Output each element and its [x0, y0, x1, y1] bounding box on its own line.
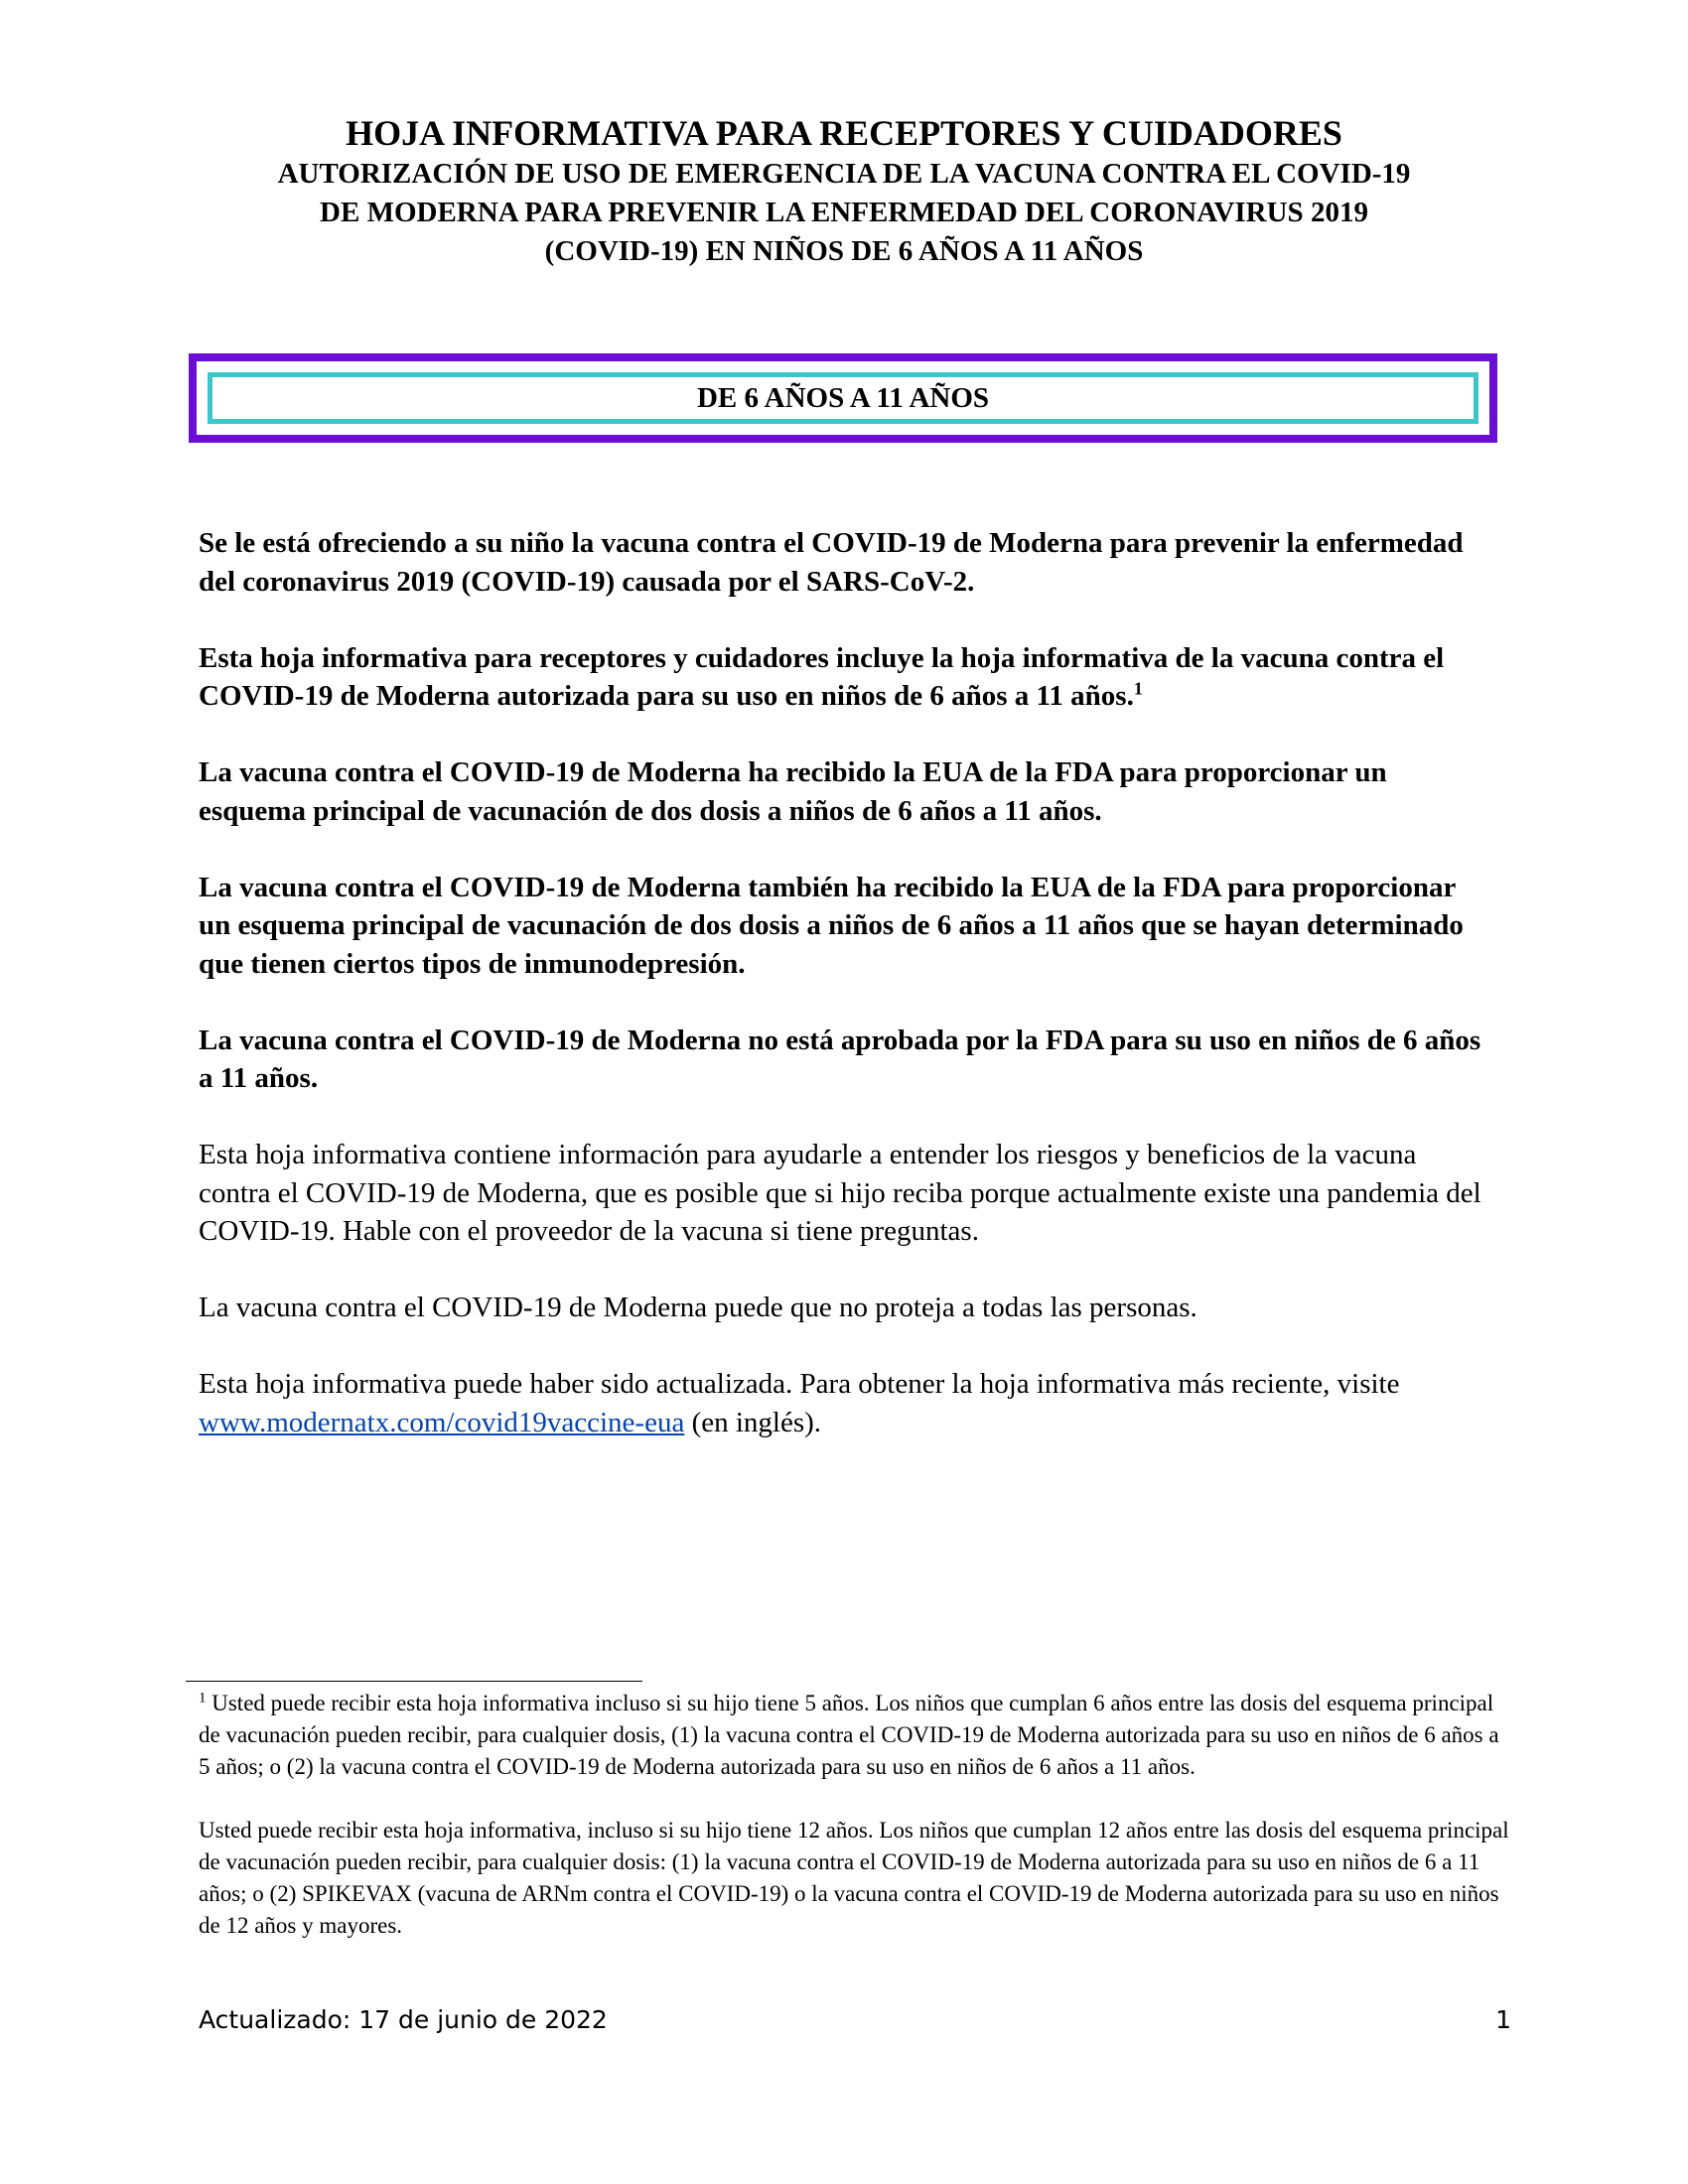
footnote-2: Usted puede recibir esta hoja informativa, incluso si su hijo tiene 12 años. Los niños que cumplan 12 años entre las dosis del esquema principal de vacunación pueden recibir, para cualquier dosis: (1) la vacuna contra el COVID-19 de Moderna autorizada para su uso en niños de 6 a 11 años; o (2) SPIKEVAX (vacuna de ARNm contra el COVID-19) o la vacuna contra el COVID-19 de Moderna autorizada para su uso en niños de 12 años y mayores.	[199, 1818, 1509, 1938]
paragraph-2-text: Esta hoja informativa para receptores y cuidadores incluye la hoja informativa de la vacuna contra el COVID-19 de Moderna autorizada para su uso en niños de 6 años a 11 años.	[199, 641, 1445, 712]
paragraph-4: La vacuna contra el COVID-19 de Moderna también ha recibido la EUA de la FDA para proporcionar un esquema principal de vacunación de dos dosis a niños de 6 años a 11 años que se hayan determinado que tienen ciertos tipos de inmunodepresión.	[199, 871, 1464, 980]
page-number: 1	[1495, 2005, 1511, 2034]
page-footer	[199, 2005, 1511, 2034]
footnote-1-mark: 1	[199, 1690, 207, 1706]
footnote-1	[199, 1688, 1509, 1783]
age-range-box	[189, 353, 1497, 443]
paragraph-2	[199, 639, 1489, 716]
paragraph-3: La vacuna contra el COVID-19 de Moderna ha recibido la EUA de la FDA para proporcionar un esquema principal de vacunación de dos dosis a niños de 6 años a 11 años.	[199, 756, 1387, 827]
paragraph-8-suffix: (en inglés).	[684, 1406, 822, 1438]
document-subtitle-line-2: DE MODERNA PARA PREVENIR LA ENFERMEDAD DEL CORONAVIRUS 2019	[320, 197, 1368, 228]
age-range-inner-box	[208, 372, 1478, 424]
age-range-label: DE 6 AÑOS A 11 AÑOS	[696, 381, 990, 414]
footnote-separator	[186, 1681, 642, 1682]
paragraph-8	[199, 1365, 1489, 1441]
document-subtitle-line-3: (COVID-19) EN NIÑOS DE 6 AÑOS A 11 AÑOS	[544, 235, 1144, 267]
updated-date: Actualizado: 17 de junio de 2022	[199, 2005, 608, 2034]
title-block	[149, 111, 1539, 271]
body-text	[199, 524, 1489, 1480]
footnote-1-text: Usted puede recibir esta hoja informativa incluso si su hijo tiene 5 años. Los niños que cumplan 6 años entre las dosis del esquema principal de vacunación pueden recibir, para cualquier dosis, (1) la vacuna contra el COVID-19 de Moderna autorizada para su uso en niños de 6 años a 5 años; o (2) la vacuna contra el COVID-19 de Moderna autorizada para su uso en niños de 6 años a 11 años.	[199, 1691, 1499, 1779]
moderna-eua-link[interactable]: www.modernatx.com/covid19vaccine-eua	[199, 1406, 685, 1438]
document-subtitle-line-1: AUTORIZACIÓN DE USO DE EMERGENCIA DE LA VACUNA CONTRA EL COVID-19	[277, 158, 1411, 190]
paragraph-8-text: Esta hoja informativa puede haber sido actualizada. Para obtener la hoja informativa más reciente, visite	[199, 1368, 1400, 1400]
footnotes	[199, 1688, 1509, 1974]
footnote-reference-1[interactable]: 1	[1133, 678, 1143, 699]
document-title: HOJA INFORMATIVA PARA RECEPTORES Y CUIDADORES	[346, 113, 1342, 153]
paragraph-6: Esta hoja informativa contiene información para ayudarle a entender los riesgos y beneficios de la vacuna contra el COVID-19 de Moderna, que es posible que si hijo reciba porque actualmente existe una pandemia del COVID-19. Hable con el proveedor de la vacuna si tiene preguntas.	[199, 1139, 1481, 1247]
paragraph-7: La vacuna contra el COVID-19 de Moderna puede que no proteja a todas las personas.	[199, 1292, 1197, 1323]
paragraph-1: Se le está ofreciendo a su niño la vacuna contra el COVID-19 de Moderna para prevenir la enfermedad del coronavirus 2019 (COVID-19) causada por el SARS-CoV-2.	[199, 527, 1464, 598]
paragraph-5: La vacuna contra el COVID-19 de Moderna no está aprobada por la FDA para su uso en niños de 6 años a 11 años.	[199, 1024, 1481, 1094]
